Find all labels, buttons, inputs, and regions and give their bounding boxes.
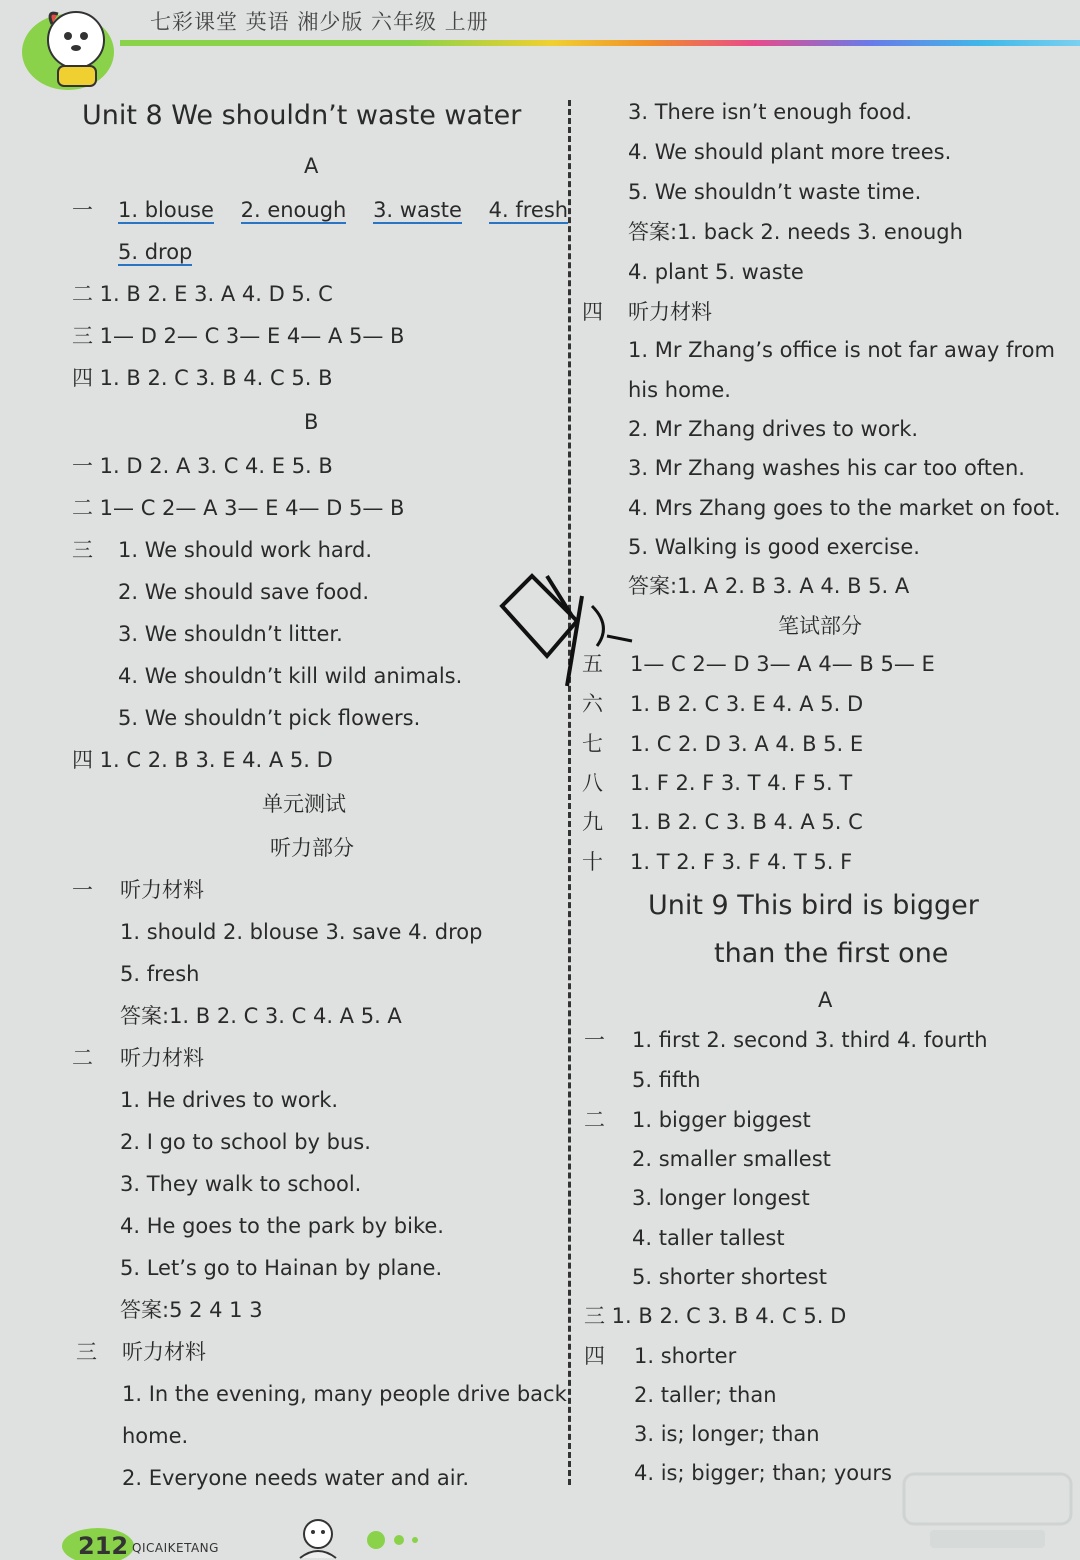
listening-heading: 听力部分 xyxy=(270,836,354,860)
answer-row: 三 1— D 2— C 3— E 4— A 5— B xyxy=(72,324,405,348)
answer-row: 5. shorter shortest xyxy=(632,1265,827,1289)
footer-mascot-icon xyxy=(286,1514,356,1560)
answer-row: 1. should 2. blouse 3. save 4. drop xyxy=(120,920,483,944)
unit9-title-line2: than the first one xyxy=(714,938,949,969)
answer-item: 2. enough xyxy=(240,198,347,222)
section-b-heading: B xyxy=(304,410,319,434)
answer-item: 4. fresh xyxy=(488,198,569,222)
answer-sentence: 4. Mrs Zhang goes to the market on foot. xyxy=(628,496,1061,520)
answer-sentence: 4. We should plant more trees. xyxy=(628,140,952,164)
answer-row: 三 1. B 2. C 3. B 4. C 5. D xyxy=(584,1304,847,1328)
answer-row: 5. fifth xyxy=(632,1068,701,1092)
section-label: 九 xyxy=(582,810,603,834)
answer-row: 4. plant 5. waste xyxy=(628,260,804,284)
answer-sentence: 5. We shouldn’t pick flowers. xyxy=(118,706,421,730)
brand-text: QICAIKETANG xyxy=(132,1541,219,1555)
handwritten-stamp-mark xyxy=(492,566,672,706)
section-label: 四 xyxy=(584,1344,605,1368)
answer-row: 1. B 2. C 3. B 4. A 5. C xyxy=(630,810,863,834)
answer-item: 3. waste xyxy=(373,198,462,222)
section-label: 五 xyxy=(582,652,603,676)
listening-material-label: 听力材料 xyxy=(628,300,712,324)
page-header xyxy=(0,0,1080,80)
answer-sentence: 2. We should save food. xyxy=(118,580,370,604)
answer-row: 1— C 2— D 3— A 4— B 5— E xyxy=(630,652,935,676)
answer-sentence: 2. I go to school by bus. xyxy=(120,1130,371,1154)
answer-sentence: 4. We shouldn’t kill wild animals. xyxy=(118,664,463,688)
answer-row: 四 1. C 2. B 3. E 4. A 5. D xyxy=(72,748,333,772)
section-label: 一 xyxy=(72,198,93,222)
answer-row: 二 1— C 2— A 3— E 4— D 5— B xyxy=(72,496,405,520)
section-label: 一 xyxy=(584,1028,605,1052)
answer-sentence: 4. He goes to the park by bike. xyxy=(120,1214,444,1238)
answer-row: 1. F 2. F 3. T 4. F 5. T xyxy=(630,771,853,795)
section-label: 一 xyxy=(72,878,93,902)
answer-sentence: his home. xyxy=(628,378,731,402)
section-label: 四 xyxy=(582,300,603,324)
answer-sentence: 2. Mr Zhang drives to work. xyxy=(628,417,919,441)
answer-sentence: 3. There isn’t enough food. xyxy=(628,100,913,124)
section-label: 二 xyxy=(584,1108,605,1132)
unit9-title-line1: Unit 9 This bird is bigger xyxy=(648,890,979,921)
answer-sentence: 3. They walk to school. xyxy=(120,1172,362,1196)
written-heading: 笔试部分 xyxy=(778,614,862,638)
answer-sentence: 3. We shouldn’t litter. xyxy=(118,622,343,646)
footer-dots-icon xyxy=(364,1528,424,1552)
answer-sentence: 1. In the evening, many people drive back xyxy=(122,1382,567,1406)
answer-key: 答案:1. B 2. C 3. C 4. A 5. A xyxy=(120,1004,402,1028)
answer-sentence: 1. He drives to work. xyxy=(120,1088,339,1112)
answer-row: 1. T 2. F 3. F 4. T 5. F xyxy=(630,850,853,874)
answer-row: 二 1. B 2. E 3. A 4. D 5. C xyxy=(72,282,333,306)
section-a-heading: A xyxy=(304,154,319,178)
unit8-title: Unit 8 We shouldn’t waste water xyxy=(82,100,522,131)
mascot-icon xyxy=(18,0,128,92)
answer-sentence: home. xyxy=(122,1424,189,1448)
section-a-heading: A xyxy=(818,988,833,1012)
answer-item: 1. blouse xyxy=(118,198,214,222)
answer-row: 1. B 2. C 3. E 4. A 5. D xyxy=(630,692,864,716)
answer-key: 答案:1. A 2. B 3. A 4. B 5. A xyxy=(628,574,910,598)
answer-item: 5. drop xyxy=(118,240,193,264)
answer-row: 四 1. B 2. C 3. B 4. C 5. B xyxy=(72,366,333,390)
section-label: 十 xyxy=(582,850,603,874)
section-label: 三 xyxy=(76,1340,97,1364)
answer-row: 1. C 2. D 3. A 4. B 5. E xyxy=(630,732,864,756)
answer-sentence: 1. We should work hard. xyxy=(118,538,373,562)
section-label: 六 xyxy=(582,692,603,716)
answer-row: 3. is; longer; than xyxy=(634,1422,820,1446)
answer-row: 1. shorter xyxy=(634,1344,737,1368)
answer-row: 4. taller tallest xyxy=(632,1226,785,1250)
section-label: 八 xyxy=(582,771,603,795)
answer-row: 4. is; bigger; than; yours xyxy=(634,1461,892,1485)
answer-row: 2. taller; than xyxy=(634,1383,777,1407)
answer-key: 答案:5 2 4 1 3 xyxy=(120,1298,263,1322)
header-title: 七彩课堂 英语 湘少版 六年级 上册 xyxy=(150,10,489,34)
answer-sentence: 5. Walking is good exercise. xyxy=(628,535,920,559)
listening-material-label: 听力材料 xyxy=(120,1046,204,1070)
listening-material-label: 听力材料 xyxy=(122,1340,206,1364)
unit-test-heading: 单元测试 xyxy=(262,792,346,816)
section-label: 七 xyxy=(582,732,603,756)
answer-sentence: 1. Mr Zhang’s office is not far away from xyxy=(628,338,1055,362)
answer-row: 1. first 2. second 3. third 4. fourth xyxy=(632,1028,988,1052)
column-divider xyxy=(568,100,571,1485)
section-label: 三 xyxy=(72,538,93,562)
answer-sentence: 5. We shouldn’t waste time. xyxy=(628,180,922,204)
answer-sentence: 3. Mr Zhang washes his car too often. xyxy=(628,456,1025,480)
header-rainbow-bar xyxy=(120,40,1080,46)
answer-row xyxy=(118,194,568,226)
answer-sentence: 2. Everyone needs water and air. xyxy=(122,1466,470,1490)
answer-row xyxy=(118,236,192,268)
answer-row: 一 1. D 2. A 3. C 4. E 5. B xyxy=(72,454,333,478)
answer-row: 3. longer longest xyxy=(632,1186,810,1210)
answer-row: 5. fresh xyxy=(120,962,200,986)
answer-row: 1. bigger biggest xyxy=(632,1108,811,1132)
answer-row: 2. smaller smallest xyxy=(632,1147,831,1171)
page-number: 212 xyxy=(78,1532,129,1560)
answer-sentence: 5. Let’s go to Hainan by plane. xyxy=(120,1256,443,1280)
answer-key: 答案:1. back 2. needs 3. enough xyxy=(628,220,963,244)
section-label: 二 xyxy=(72,1046,93,1070)
listening-material-label: 听力材料 xyxy=(120,878,204,902)
